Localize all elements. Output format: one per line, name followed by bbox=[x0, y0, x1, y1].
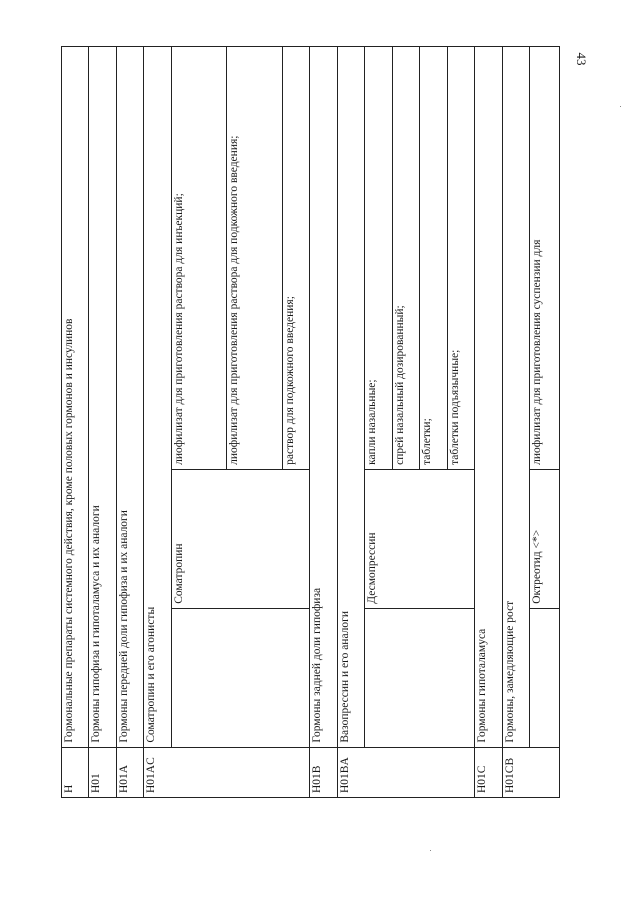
table-row bbox=[392, 47, 419, 798]
table-row bbox=[475, 47, 502, 798]
dosage-form: таблетки подъязычные; bbox=[447, 47, 474, 470]
drug-name: Октреотид <*> bbox=[530, 469, 560, 608]
atc-code: H01C bbox=[475, 747, 502, 797]
dosage-form: капли назальные; bbox=[365, 47, 392, 470]
table-row bbox=[365, 47, 392, 798]
group-name: Гормоны гипофиза и гипоталамуса и их аналоги bbox=[89, 47, 116, 748]
page-number: 43 bbox=[574, 52, 589, 66]
group-name: Гормоны гипоталамуса bbox=[475, 47, 502, 748]
dosage-form: лиофилизат для приготовления раствора для подкожного введения; bbox=[226, 47, 282, 470]
group-name: Гормоны, замедляющие рост bbox=[502, 47, 529, 748]
table-row bbox=[502, 47, 529, 798]
atc-code: H01BA bbox=[337, 747, 364, 797]
group-name: Гормоны задней доли гипофиза bbox=[310, 47, 337, 748]
table-row bbox=[337, 47, 364, 798]
drug-name: Соматропин bbox=[171, 469, 309, 608]
table-row bbox=[447, 47, 474, 798]
atc-code: H01 bbox=[89, 747, 116, 797]
table-row bbox=[420, 47, 447, 798]
group-name: Гормональные препараты системного действия, кроме половых гормонов и инсулинов bbox=[62, 47, 89, 748]
atc-code: H01B bbox=[310, 747, 337, 797]
dosage-form: спрей назальный дозированный; bbox=[392, 47, 419, 470]
table-row bbox=[62, 47, 89, 798]
rotated-table-container bbox=[61, 46, 560, 798]
table-row bbox=[226, 47, 282, 798]
group-name: Вазопрессин и его аналоги bbox=[337, 47, 364, 748]
atc-code: H01CB bbox=[502, 747, 529, 797]
scan-speck bbox=[620, 106, 621, 107]
atc-code: H01A bbox=[116, 747, 143, 797]
dosage-form: таблетки; bbox=[420, 47, 447, 470]
table-row bbox=[282, 47, 309, 798]
table-row bbox=[144, 47, 171, 798]
group-name: Соматропин и его агонисты bbox=[144, 47, 171, 748]
group-name: Гормоны передней доли гипофиза и их аналоги bbox=[116, 47, 143, 748]
table-row bbox=[530, 47, 560, 798]
table-row bbox=[116, 47, 143, 798]
table-row bbox=[171, 47, 226, 798]
atc-code: H01AC bbox=[144, 747, 171, 797]
table-row bbox=[89, 47, 116, 798]
table-row bbox=[310, 47, 337, 798]
dosage-form: лиофилизат для приготовления раствора для инъекций; bbox=[171, 47, 226, 470]
dosage-form: лиофилизат для приготовления суспензии для bbox=[530, 47, 560, 470]
scan-speck bbox=[430, 850, 431, 851]
dosage-form: раствор для подкожного введения; bbox=[282, 47, 309, 470]
atc-code: H bbox=[62, 747, 89, 797]
drug-classification-table bbox=[61, 46, 560, 798]
drug-name: Десмопрессин bbox=[365, 469, 475, 608]
